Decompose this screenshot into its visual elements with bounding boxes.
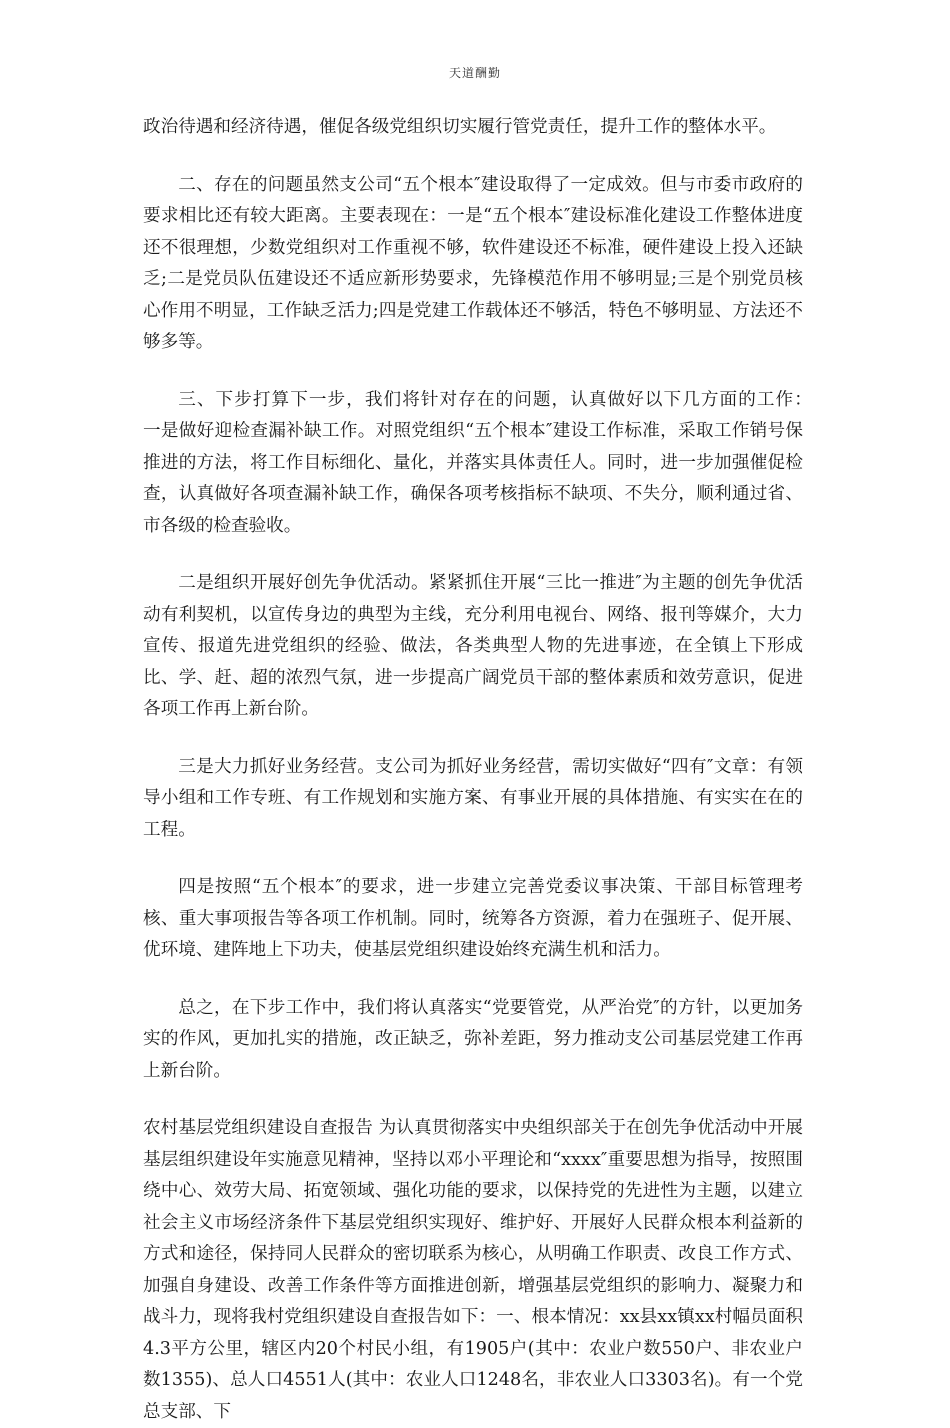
paragraph-self-inspection-report: 农村基层党组织建设自查报告 为认真贯彻落实中央组织部关于在创先争优活动中开展基层组织建设年实施意见精神，坚持以邓小平理论和“xxxx″重要思想为指导，按照围绕中心、效劳大局、拓宽领域、强化功能的要求，以保持党的先进性为主题，以建立社会主义市场经济条件下基层党组织实现好、维护好、开展好人民群众根本利益新的方式和途径，保持同人民群众的密切联系为核心，从明确工作职责、改良工作方式、加强自身建设、改善工作条件等方面推进创新，增强基层党组织的影响力、凝聚力和战斗力，现将我村党组织建设自查报告如下：一、根本情况：xx县xx镇xx村幅员面积4.3平方公里，辖区内20个村民小组，有1905户(其中：农业户数550户、非农业户数1355)、总人口4551人(其中：农业人口1248名，非农业人口3303名)。有一个党总支部、下 [143,1118,803,1422]
paragraph-continuation: 政治待遇和经济待遇，催促各级党组织切实履行管党责任，提升工作的整体水平。 [143,117,777,137]
paragraph-next-steps: 三、下步打算下一步，我们将针对存在的问题，认真做好以下几方面的工作： 一是做好迎检查漏补缺工作。对照党组织“五个根本″建设工作标准，采取工作销号保推进的方法，将工作目标细化、量化，并落实具体责任人。同时，进一步加强催促检查，认真做好各项查漏补缺工作，确保各项考核指标不缺项、不失分，顺利通过省、市各级的检查验收。 [143,389,839,536]
paragraph-activities: 二是组织开展好创先争优活动。紧紧抓住开展“三比一推进″为主题的创先争优活动有利契机，以宣传身边的典型为主线，充分利用电视台、网络、报刊等媒介，大力宣传、报道先进党组织的经验、做法，各类典型人物的先进事迹，在全镇上下形成比、学、赶、超的浓烈气氛，进一步提高广阔党员干部的整体素质和效劳意识，促进各项工作再上新台阶。 [143,573,803,719]
paragraph-summary: 总之，在下步工作中，我们将认真落实“党要管党，从严治党″的方针，以更加务实的作风，更加扎实的措施，改正缺乏，弥补差距，努力推动支公司基层党建工作再上新台阶。 [143,997,803,1081]
paragraph-business: 三是大力抓好业务经营。支公司为抓好业务经营，需切实做好“四有″文章：有领导小组和工作专班、有工作规划和实施方案、有事业开展的具体措施、有实实在在的工程。 [143,756,803,840]
paragraph-problems: 二、存在的问题虽然支公司“五个根本″建设取得了一定成效。但与市委市政府的要求相比还有较大距离。主要表现在：一是“五个根本″建设标准化建设工作整体进度还不很理想，少数党组织对工作重视不够，软件建设还不标准，硬件建设上投入还缺乏;二是党员队伍建设还不适应新形势要求，先锋模范作用不够明显;三是个别党员核心作用不明显，工作缺乏活力;四是党建工作载体还不够活，特色不够明显、方法还不够多等。 [143,174,803,352]
paragraph-mechanisms: 四是按照“五个根本″的要求，进一步建立完善党委议事决策、干部目标管理考核、重大事项报告等各项工作机制。同时，统筹各方资源，着力在强班子、促开展、优环境、建阵地上下功夫，使基层党组织建设始终充满生机和活力。 [143,877,803,960]
document-body [143,112,839,1428]
page-header: 天道酬勤 [448,66,501,80]
